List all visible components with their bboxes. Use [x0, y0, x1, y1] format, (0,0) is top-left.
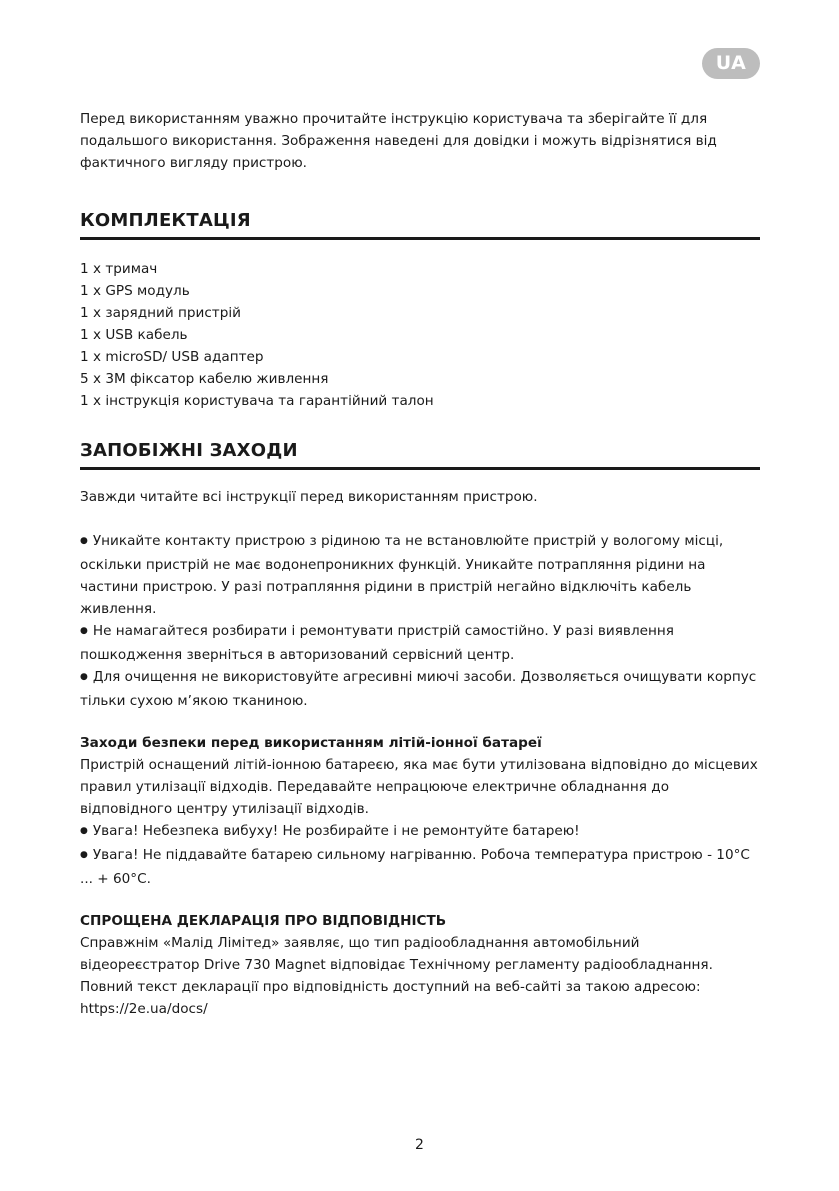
safety-lead: Завжди читайте всі інструкції перед використанням пристрою. — [80, 489, 538, 505]
kit-list-item: 1 x інструкція користувача та гарантійний талон — [80, 393, 434, 409]
battery-bullet: ● Увага! Не піддавайте батарею сильному нагріванню. Робоча температура пристрою - 10°C ... + 60°C. — [80, 844, 760, 890]
battery-bullet: ● Увага! Небезпека вибуху! Не розбирайте і не ремонтуйте батарею! — [80, 820, 760, 844]
kit-list-item: 1 x тримач — [80, 261, 158, 277]
battery-text: Пристрій оснащений літій-іонною батареєю, яка має бути утилізована відповідно до місцевих правил утилізації відходів. Передавайте непрацюючe електричне обладнання до відповідного центру утилізації відходів. — [80, 757, 758, 817]
safety-bullet: ● Для очищення не використовуйте агресивні миючі засоби. Дозволяється очищувати корпус тільки сухою м’якою тканиною. — [80, 666, 760, 712]
declaration-title: СПРОЩЕНА ДЕКЛАРАЦІЯ ПРО ВІДПОВІДНІСТЬ — [80, 913, 447, 929]
intro-paragraph: Перед використанням уважно прочитайте інструкцію користувача та зберігайте її для подальшого використання. Зображення наведені для довідки і можуть відрізнятися від фактичного вигляду пристрою. — [80, 111, 717, 171]
safety-section-title: ЗАПОБІЖНІ ЗАХОДИ — [80, 440, 760, 470]
kit-list-item: 1 x GPS модуль — [80, 283, 190, 299]
declaration-text: Справжнім «Малід Лімітед» заявляє, що тип радіообладнання автомобільний відеореєстратор Drive 730 Magnet відповідає Технічному регламенту радіообладнання. Повний текст декларації про відповідність доступний на веб-сайті за такою адресою: https://2e.ua/docs/ — [80, 935, 713, 1017]
kit-list — [80, 258, 760, 412]
battery-title: Заходи безпеки перед використанням літій-іонної батареї — [80, 735, 542, 751]
safety-bullet: ● Не намагайтеся розбирати і ремонтувати пристрій самостійно. У разі виявлення пошкодження зверніться в авторизований сервісний центр. — [80, 620, 760, 666]
kit-list-item: 1 x microSD/ USB адаптер — [80, 349, 264, 365]
language-badge: UA — [702, 48, 760, 79]
kit-list-item: 5 x 3M фіксатор кабелю живлення — [80, 371, 329, 387]
kit-section-title: КОМПЛЕКТАЦІЯ — [80, 210, 760, 240]
safety-bullet: ● Уникайте контакту пристрою з рідиною та не встановлюйте пристрій у вологому місці, оскільки пристрій не має водонепроникних функцій. Уникайте потрапляння рідини на частини пристрою. У разі потрапляння рідини в пристрій негайно відключіть кабель живлення. — [80, 530, 760, 620]
kit-list-item: 1 x USB кабель — [80, 327, 188, 343]
page-number: 2 — [415, 1137, 424, 1153]
page-content — [80, 108, 760, 1020]
kit-list-item: 1 x зарядний пристрій — [80, 305, 241, 321]
